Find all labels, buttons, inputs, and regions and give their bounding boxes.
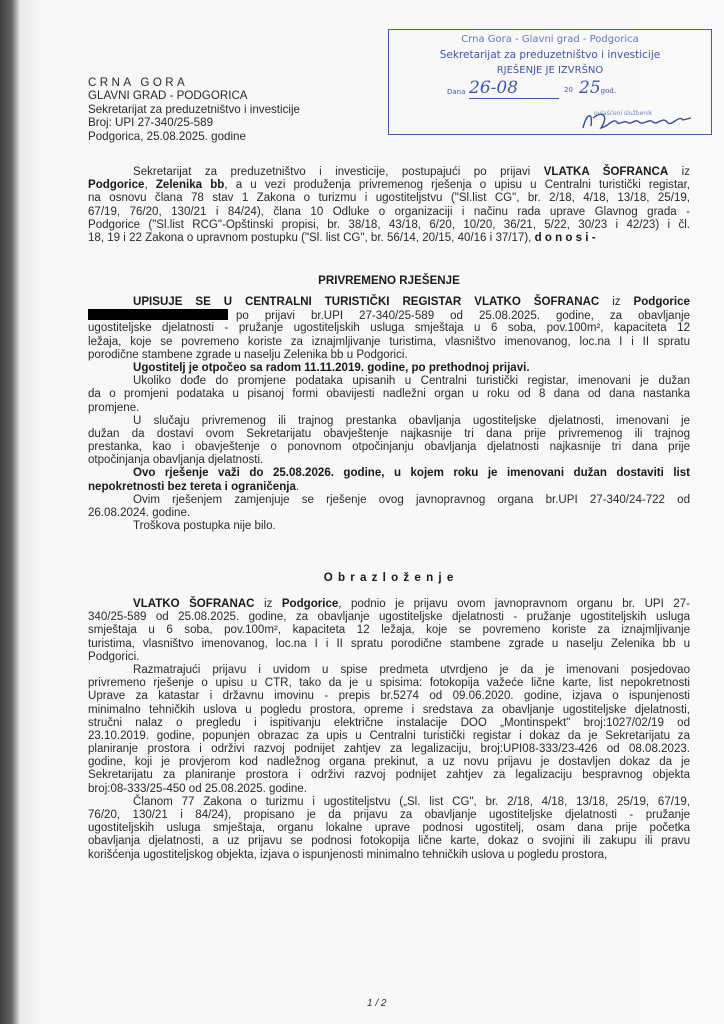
text-segment: Razmatrajući prijavu i uvidom u spise predmeta utvrdjeno je da je imenovani posjedovao bbox=[133, 663, 690, 676]
text-line bbox=[88, 677, 690, 690]
bold-text: d o n o s i - bbox=[534, 231, 596, 244]
bold-text: nepokretnosti bez tereta i ograničenja bbox=[88, 480, 296, 493]
text-segment: Podgorici. bbox=[88, 650, 140, 663]
text-segment: po prijavi br.UPI 27-340/25-589 od 25.08.2025. godine, za obavljanje bbox=[236, 310, 690, 323]
text-segment: . bbox=[295, 480, 300, 493]
text-segment: Ukoliko dođe do promjene podataka upisanih u Centralni turistički registar, imenovani je dužan bbox=[133, 375, 690, 388]
text-line bbox=[88, 704, 690, 717]
text-segment: ležaja, koje se povremeno koriste za iznajmljivanje turistima, vlasništvo imenovanog, loc.na I i II spratu bbox=[88, 335, 690, 348]
bold-text: Podgorice bbox=[633, 296, 690, 308]
text-line bbox=[88, 651, 690, 664]
text-line bbox=[88, 822, 690, 835]
bold-text: Ovo rješenje važi do 25.08.2026. godine, u kojem roku je imenovani dužan dostaviti list bbox=[133, 467, 690, 480]
text-segment: da o promjeni podataka u pisanoj formi obavijesti nadležni organ u roku od 8 dana od dana nastanka bbox=[88, 388, 690, 401]
document-number: Broj: UPI 27-340/25-589 bbox=[88, 116, 214, 130]
stamp-official-label: ovlašćeni službenik bbox=[594, 110, 653, 117]
text-line bbox=[88, 520, 690, 533]
text-line bbox=[88, 454, 690, 467]
text-line bbox=[88, 415, 690, 428]
text-line bbox=[88, 219, 690, 232]
text-segment: Sekretarijatu za planiranje prostora i održivi razvoj podnijet zahtjev za legalizaciju bespravnog objekta bbox=[88, 769, 690, 782]
stamp-year-prefix: 20 bbox=[564, 86, 573, 94]
text-segment: 23.10.2019. godine, popunjen obrazac za upis u Centralni turistički registar i dokaz da je Sekretarijatu za bbox=[88, 729, 690, 742]
text-line bbox=[88, 756, 690, 769]
text-line bbox=[88, 362, 690, 375]
text-line bbox=[88, 638, 690, 651]
text-segment: broj:08-333/25-450 od 25.08.2025. godine. bbox=[88, 782, 307, 795]
text-line bbox=[88, 809, 690, 822]
text-line bbox=[88, 349, 690, 362]
text-segment: Članom 77 Zakona o turizmu i ugostiteljstvu („Sl. list CG", br. 2/18, 4/18, 13/18, 25/19, 67/19, bbox=[133, 795, 690, 808]
text-segment: iz bbox=[668, 166, 690, 178]
signature-icon bbox=[579, 108, 699, 132]
reasoning-body bbox=[88, 598, 690, 862]
text-line bbox=[88, 375, 690, 388]
text-segment: godine, koji je provjerom kod nadležnog organa prekinut, a uz novu prijavu je dostavljen dokaz da je bbox=[88, 756, 690, 769]
text-segment: 340/25-589 od 25.08.2025. godine, za obavljanje ugostiteljske djelatnosti - pružanje ugostiteljskih usluga bbox=[88, 611, 690, 624]
text-segment: 18, 19 i 22 Zakona o upravnom postupku ("Sl. list CG", br. 56/14, 20/15, 40/16 i 37/17), bbox=[88, 231, 535, 244]
text-segment: Sekretarijat za preduzetništvo i investicije, postupajući po prijavi bbox=[133, 166, 544, 178]
text-line bbox=[88, 769, 690, 782]
stamp-line-3: RJEŠENJE JE IZVRŠNO bbox=[496, 65, 604, 76]
text-segment: U slučaju privremenog ili trajnog prestanka obavljanja ugostiteljske djelatnosti, imenovani je bbox=[133, 414, 690, 427]
bold-text: Podgorice bbox=[88, 179, 145, 192]
text-line bbox=[88, 467, 690, 480]
decision-title: PRIVREMENO RJEŠENJE bbox=[318, 274, 460, 287]
text-segment: 76/20, 130/21 i 84/24), propisano je da prijavu za obavljanje ugostiteljske djelatnosti - pružanje bbox=[88, 809, 690, 821]
text-segment: promjene. bbox=[88, 401, 140, 414]
text-segment: iz bbox=[599, 296, 634, 308]
text-segment: 67/19, 76/20, 130/21 i 84/24), člana 10 Odluke o organizaciji i načinu rada uprave Glavnog grada - bbox=[88, 205, 690, 218]
text-line bbox=[88, 664, 690, 677]
text-segment: stručni nalaz o pregledu i ispitivanju električne instalacije DOO „Montinspekt" broj:1027/02/19 od bbox=[88, 716, 690, 729]
text-line bbox=[88, 624, 690, 637]
place-date: Podgorica, 25.08.2025. godine bbox=[88, 129, 246, 143]
text-line bbox=[88, 507, 690, 520]
text-line bbox=[88, 206, 690, 219]
document-header bbox=[88, 76, 300, 143]
text-line bbox=[88, 441, 690, 454]
text-line bbox=[88, 494, 690, 507]
text-line bbox=[88, 730, 690, 743]
text-line bbox=[88, 796, 690, 809]
text-segment: prestanka, kao i obavještenje o ponovnom otpočinjanju obavljanja djelatnosti najkasnije tri dana prije bbox=[88, 441, 690, 454]
stamp-line-1: Crna Gora - Glavni grad - Podgorica bbox=[461, 34, 639, 45]
text-line bbox=[88, 598, 690, 611]
text-segment: porodične stambene zgrade u naselju Zelenika bb u Podgorici. bbox=[88, 348, 408, 361]
bold-text: Zelenika bb bbox=[155, 179, 225, 192]
text-line bbox=[88, 192, 690, 205]
text-segment: minimalno tehničkih uslova u pogledu prostora, opreme i sredstava za obavljanje ugostiteljske djelatnosti, bbox=[88, 703, 690, 716]
text-segment: ugostiteljske djelatnosti - pružanje ugostiteljskih usluga smještaja u 6 soba, pov.100m², kapaciteta 12 bbox=[88, 322, 690, 335]
text-segment: privremeno rješenje o upisu u CTR, tako da je u spisima: fotokopija važeće lične karte, list nepokretnosti bbox=[88, 677, 690, 690]
stamp-line-2: Sekretarijat za preduzetništvo i investicije bbox=[439, 49, 661, 61]
text-line bbox=[88, 309, 690, 322]
text-segment: , podnio je prijavu ovom javnopravnom organu br. UPI 27- bbox=[338, 598, 690, 610]
decision-body bbox=[88, 296, 690, 533]
text-line bbox=[88, 835, 690, 848]
text-line bbox=[88, 336, 690, 349]
text-line bbox=[88, 611, 690, 624]
text-line bbox=[88, 179, 690, 192]
text-line bbox=[88, 322, 690, 335]
text-segment: , bbox=[144, 179, 156, 192]
text-line bbox=[88, 783, 690, 796]
department-name: Sekretarijat za preduzetništvo i investicije bbox=[88, 102, 301, 116]
text-segment: Uprave za katastar i državnu imovinu - prepis br.5274 od 09.06.2020. godine, izjava o ispunjenosti bbox=[88, 690, 690, 703]
enforceability-stamp bbox=[388, 29, 712, 135]
text-segment: , a u vezi produženja privremenog rješenja o upisu u Centralni turistički registar, bbox=[224, 179, 690, 192]
text-line bbox=[88, 232, 690, 245]
stamp-dana-label: Dana bbox=[447, 88, 466, 96]
bold-text: VLATKO ŠOFRANAC bbox=[133, 598, 255, 610]
text-line bbox=[88, 690, 690, 703]
text-segment: dužan da dostavi ovom Sekretarijatu obavještenje najkasnije tri dana prije privremenog ili trajnog bbox=[88, 427, 690, 440]
intro-paragraph bbox=[88, 166, 690, 245]
text-line bbox=[88, 388, 690, 401]
text-segment: obavljanja djelatnosti, a uz prijavu se podnosi fotokopija lične karte, dokaz o svojini ili zakupu ili pravu bbox=[88, 835, 690, 848]
text-segment: smještaja u 6 soba, pov.100m², kapaciteta 12 ležaja, koje se povremeno koriste za iznajmljivanje bbox=[88, 624, 690, 637]
text-segment: Podgorice ("Sl.list RCG"-Opštinski propisi, br. 38/18, 43/18, 6/20, 10/20, 36/21, 5/22, 30/23 i 42/23) i čl. bbox=[88, 218, 690, 231]
stamp-handwritten-year: 25god. bbox=[579, 78, 617, 98]
text-segment: turistima, vlasništvo imenovanog, loc.na I i II spratu porodične stambene zgrade u naselju Zelenika bb u bbox=[88, 637, 690, 650]
bold-text: Ugostitelj je otpočeo sa radom 11.11.2019. godine, po prethodnoj prijavi. bbox=[133, 361, 530, 374]
bold-text: Podgorice bbox=[281, 598, 339, 610]
redaction-box bbox=[88, 309, 228, 320]
bold-text: UPISUJE SE U CENTRALNI TURISTIČKI REGISTAR VLATKO ŠOFRANAC bbox=[133, 296, 600, 308]
country-name: CRNA GORA bbox=[88, 76, 189, 89]
text-line bbox=[88, 717, 690, 730]
bold-text: VLATKA ŠOFRANCA bbox=[543, 166, 669, 178]
text-line bbox=[88, 849, 690, 862]
text-segment: planiranje prostora i održivi razvoj podnijet zahtjev za legalizaciju, broj:UPI08-333/23-426 od 08.08.2023. bbox=[88, 743, 690, 756]
text-segment: Ovim rješenjem zamjenjuje se rješenje ovog javnopravnog organa br.UPI 27-340/24-722 od bbox=[133, 493, 690, 506]
text-line bbox=[88, 428, 690, 441]
text-segment: ugostiteljskih usluga smještaja, organu lokalne uprave podnosi ugostitelj, osam dana prije početka bbox=[88, 822, 690, 835]
text-segment: 26.08.2024. godine. bbox=[88, 507, 191, 519]
text-segment: korišćenja ugostiteljskog objekta, izjava o ispunjenosti minimalno tehničkih uslova u pogledu prostora, bbox=[88, 848, 608, 861]
text-line bbox=[88, 743, 690, 756]
reasoning-title: O b r a z l o ž e n j e bbox=[323, 571, 455, 584]
page-number: 1 / 2 bbox=[367, 998, 387, 1009]
text-segment: otpočinjanja obavljanja djelatnosti. bbox=[88, 454, 264, 467]
text-segment: Troškova postupka nije bilo. bbox=[133, 520, 276, 533]
text-segment: iz bbox=[254, 598, 282, 610]
text-line bbox=[88, 166, 690, 179]
text-segment: na osnovu člana 78 stav 1 Zakona o turizmu i ugostiteljstvu ("Sl.list CG", br. 2/18, 4/18, 13/18, 25/19, bbox=[88, 192, 690, 205]
text-line bbox=[88, 481, 690, 494]
text-line bbox=[88, 402, 690, 415]
stamp-handwritten-date: 26-08 bbox=[469, 78, 559, 99]
city-name: GLAVNI GRAD - PODGORICA bbox=[88, 89, 248, 103]
text-line bbox=[88, 296, 690, 309]
